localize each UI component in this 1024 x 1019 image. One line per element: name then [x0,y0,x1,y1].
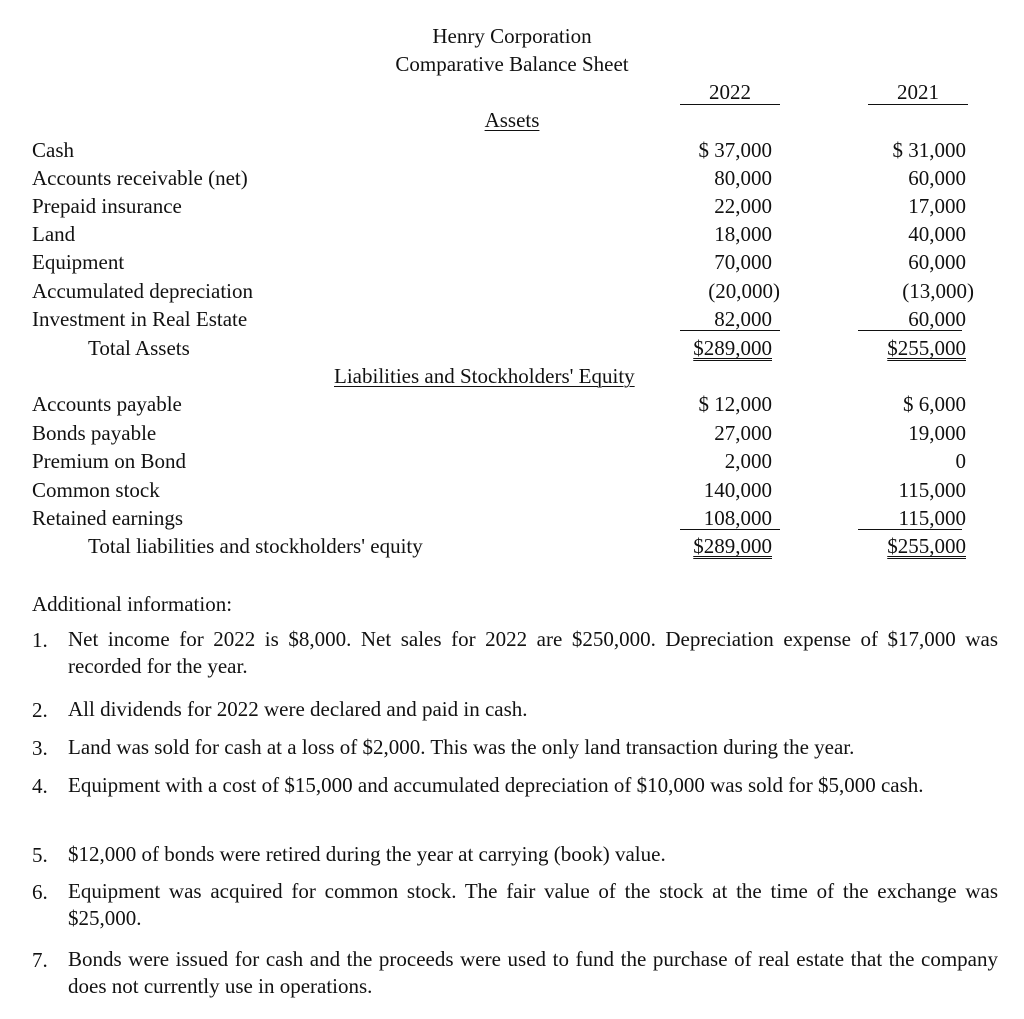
statement-title: Comparative Balance Sheet [395,52,629,76]
asset-label: Accumulated depreciation [32,279,253,303]
asset-label: Accounts receivable (net) [32,166,248,190]
info-text: Bonds were issued for cash and the proceeds were used to fund the purchase of real estate that the company does not currently use in operations. [68,947,998,998]
subtotal-rule-2021 [858,330,962,331]
asset-2022: 22,000 [714,194,772,218]
asset-2021: 60,000 [908,166,966,190]
info-text: Equipment with a cost of $15,000 and accumulated depreciation of $10,000 was sold for $5,000 cash. [68,773,924,797]
asset-2022: $ 37,000 [698,138,772,162]
info-text: Equipment was acquired for common stock. The fair value of the stock at the time of the exchange was $25,000. [68,879,998,930]
total-liabilities-2022: $289,000 [693,534,772,558]
asset-label: Prepaid insurance [32,194,182,218]
asset-label: Investment in Real Estate [32,307,248,331]
liability-2022: $ 12,000 [698,392,772,416]
info-item [32,626,998,682]
info-item [32,946,998,1002]
liability-2021: 0 [955,449,966,473]
info-number: 6. [32,880,48,904]
info-item [32,734,998,762]
info-text: Net income for 2022 is $8,000. Net sales for 2022 are $250,000. Depreciation expense of $17,000 was recorded for the year. [68,627,998,678]
info-number: 4. [32,774,48,798]
liability-2021: 19,000 [908,421,966,445]
total-liabilities-2021: $255,000 [887,534,966,558]
liability-2022: 2,000 [724,449,772,473]
asset-label: Cash [32,138,74,162]
total-assets-2021: $255,000 [887,336,966,360]
asset-2021: 60,000 [908,307,966,331]
liability-2021: 115,000 [898,506,966,530]
asset-label: Equipment [32,250,125,274]
year-2021-rule [868,104,968,105]
info-number: 1. [32,628,48,652]
liability-label: Retained earnings [32,506,184,530]
liability-2022: 108,000 [703,506,772,530]
asset-2021: 40,000 [908,222,966,246]
info-text: Land was sold for cash at a loss of $2,000. This was the only land transaction during the year. [68,735,855,759]
asset-2021: 17,000 [908,194,966,218]
asset-2022: 18,000 [714,222,772,246]
asset-2021: (13,000) [902,279,974,303]
liability-label: Premium on Bond [32,449,187,473]
total-assets-label: Total Assets [88,336,190,360]
year-2022-rule [680,104,780,105]
info-number: 5. [32,843,48,867]
year-2021-header: 2021 [897,80,939,104]
year-2022-header: 2022 [709,80,751,104]
total-assets-2022: $289,000 [693,336,772,360]
additional-info-heading: Additional information: [32,592,233,616]
info-number: 7. [32,948,48,972]
assets-heading: Assets [484,108,540,132]
subtotal-rule-2022 [680,529,780,530]
liability-label: Bonds payable [32,421,157,445]
liability-2021: $ 6,000 [903,392,966,416]
liability-2022: 27,000 [714,421,772,445]
asset-label: Land [32,222,76,246]
info-item [32,696,998,724]
asset-2022: (20,000) [708,279,780,303]
subtotal-rule-2021 [858,529,962,530]
asset-2022: 82,000 [714,307,772,331]
info-text: All dividends for 2022 were declared and paid in cash. [68,697,528,721]
liabilities-heading: Liabilities and Stockholders' Equity [334,364,635,388]
asset-2021: $ 31,000 [892,138,966,162]
info-item [32,841,998,869]
liability-label: Common stock [32,478,160,502]
liability-label: Accounts payable [32,392,182,416]
liability-2021: 115,000 [898,478,966,502]
info-text: $12,000 of bonds were retired during the year at carrying (book) value. [68,842,666,866]
asset-2021: 60,000 [908,250,966,274]
info-number: 2. [32,698,48,722]
company-name: Henry Corporation [432,24,592,48]
info-item [32,772,998,828]
asset-2022: 80,000 [714,166,772,190]
subtotal-rule-2022 [680,330,780,331]
total-liabilities-label: Total liabilities and stockholders' equity [88,534,423,558]
info-item [32,878,998,934]
liability-2022: 140,000 [703,478,772,502]
info-number: 3. [32,736,48,760]
asset-2022: 70,000 [714,250,772,274]
